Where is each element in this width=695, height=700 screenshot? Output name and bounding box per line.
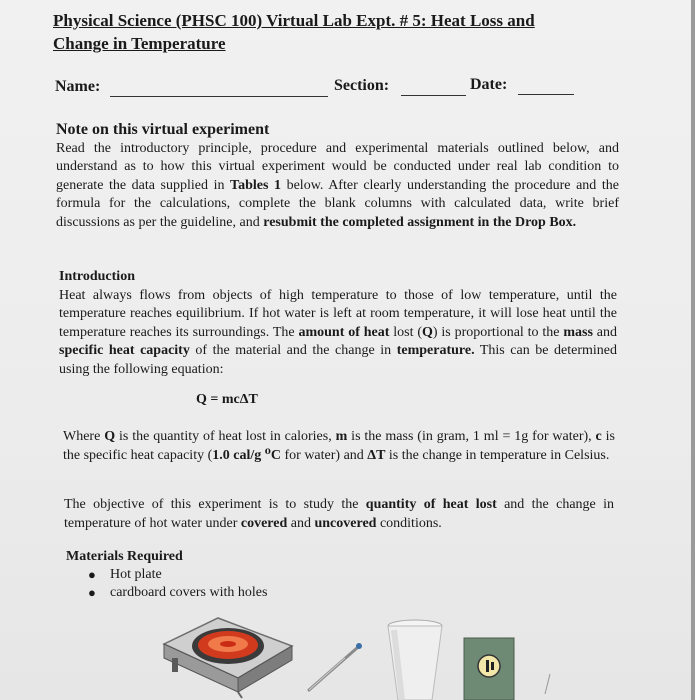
where-t3: is the mass (in gram, 1 ml = 1g for water), — [347, 429, 596, 444]
intro-text-4: and — [592, 324, 618, 340]
knob-icon — [172, 658, 178, 672]
objective-uncovered: uncovered — [314, 515, 377, 531]
intro-shc: specific heat capacity — [59, 343, 190, 358]
intro-q: Q — [422, 324, 433, 340]
note-section — [56, 121, 619, 232]
note-text-1: Read the introductory principle, procedure and experimental materials outlined below, and understand as to how this virtual experiment would be conducted under real lab condition to generate the data supplied in — [56, 140, 619, 193]
mark-icon — [540, 672, 554, 696]
where-t4: is the specific heat capacity ( — [63, 429, 615, 463]
intro-text-3: ) is proportional to the — [432, 324, 564, 340]
note-resubmit: resubmit the completed assignment in the Drop Box. — [263, 214, 577, 230]
intro-mass: mass — [563, 324, 593, 340]
where-paragraph — [63, 428, 615, 465]
where-t5: for water) and — [281, 447, 368, 463]
where-t2: is the quantity of heat lost in calories, — [115, 429, 336, 444]
material-item-cardboard — [88, 584, 268, 602]
intro-text-5: of the material and the change in — [189, 343, 397, 358]
date-blank[interactable] — [518, 94, 574, 95]
objective-qty: quantity of heat lost — [365, 497, 497, 512]
intro-text-2: lost ( — [389, 324, 422, 340]
where-m: m — [335, 429, 348, 444]
section-label: Section: — [334, 77, 390, 94]
materials-section — [66, 548, 267, 602]
heat-equation: Q = mcΔT — [196, 392, 258, 407]
objective-t2: and the change in temperature of hot water under — [64, 497, 614, 531]
introduction-section — [59, 268, 617, 379]
bullet-icon: ● — [88, 585, 96, 600]
objective-paragraph — [64, 496, 614, 533]
intro-temperature: temperature. — [396, 343, 475, 358]
material-label: Hot plate — [110, 567, 162, 582]
title-line-1: Physical Science (PHSC 100) Virtual Lab Expt. # 5: Heat Loss and — [53, 11, 535, 30]
where-q: Q — [104, 429, 116, 444]
where-cval: 1.0 cal/g ⁰C — [212, 447, 281, 463]
objective-t4: conditions. — [376, 515, 442, 531]
material-label: cardboard covers with holes — [110, 585, 268, 600]
materials-list — [66, 566, 267, 602]
objective-covered: covered — [240, 515, 288, 531]
objective-t1: The objective of this experiment is to study the — [64, 497, 366, 512]
where-dt: ΔT — [367, 447, 386, 463]
hot-plate-image — [158, 606, 298, 700]
page-edge — [691, 0, 695, 700]
where-t1: Where — [63, 429, 105, 444]
page-title — [53, 9, 593, 55]
note-heading: Note on this virtual experiment — [56, 121, 270, 138]
where-t6: is the change in temperature in Celsius. — [385, 447, 610, 463]
intro-amount: amount of heat — [298, 324, 390, 340]
where-c: c — [595, 429, 602, 444]
name-label: Name: — [55, 78, 101, 95]
material-item-hot-plate — [88, 566, 267, 584]
title-line-2: Change in Temperature — [53, 34, 226, 53]
name-blank[interactable] — [110, 96, 328, 97]
thermometer-image — [305, 640, 367, 694]
intro-text-1: Heat always flows from objects of high temperature to those of low temperature, until the temperature reaches equilibrium. If hot water is left at room temperature, it will lose heat until the temperature reaches its surroundings. The — [59, 287, 617, 340]
foam-cup-image — [384, 618, 446, 700]
objective-t3: and — [287, 515, 315, 531]
note-text-2: below. After clearly understanding the procedure and the formula for the calculations, complete the blank columns with calculated data, write brief discussions as per the guideline, and — [56, 177, 619, 230]
introduction-heading: Introduction — [59, 269, 135, 284]
note-tables: Tables 1 — [230, 177, 282, 193]
materials-heading: Materials Required — [66, 549, 183, 564]
intro-text-6: This can be determined using the following equation: — [59, 343, 617, 377]
stopwatch-image — [462, 636, 518, 700]
date-label: Date: — [470, 76, 508, 93]
section-blank[interactable] — [401, 95, 466, 96]
bullet-icon: ● — [88, 567, 96, 582]
